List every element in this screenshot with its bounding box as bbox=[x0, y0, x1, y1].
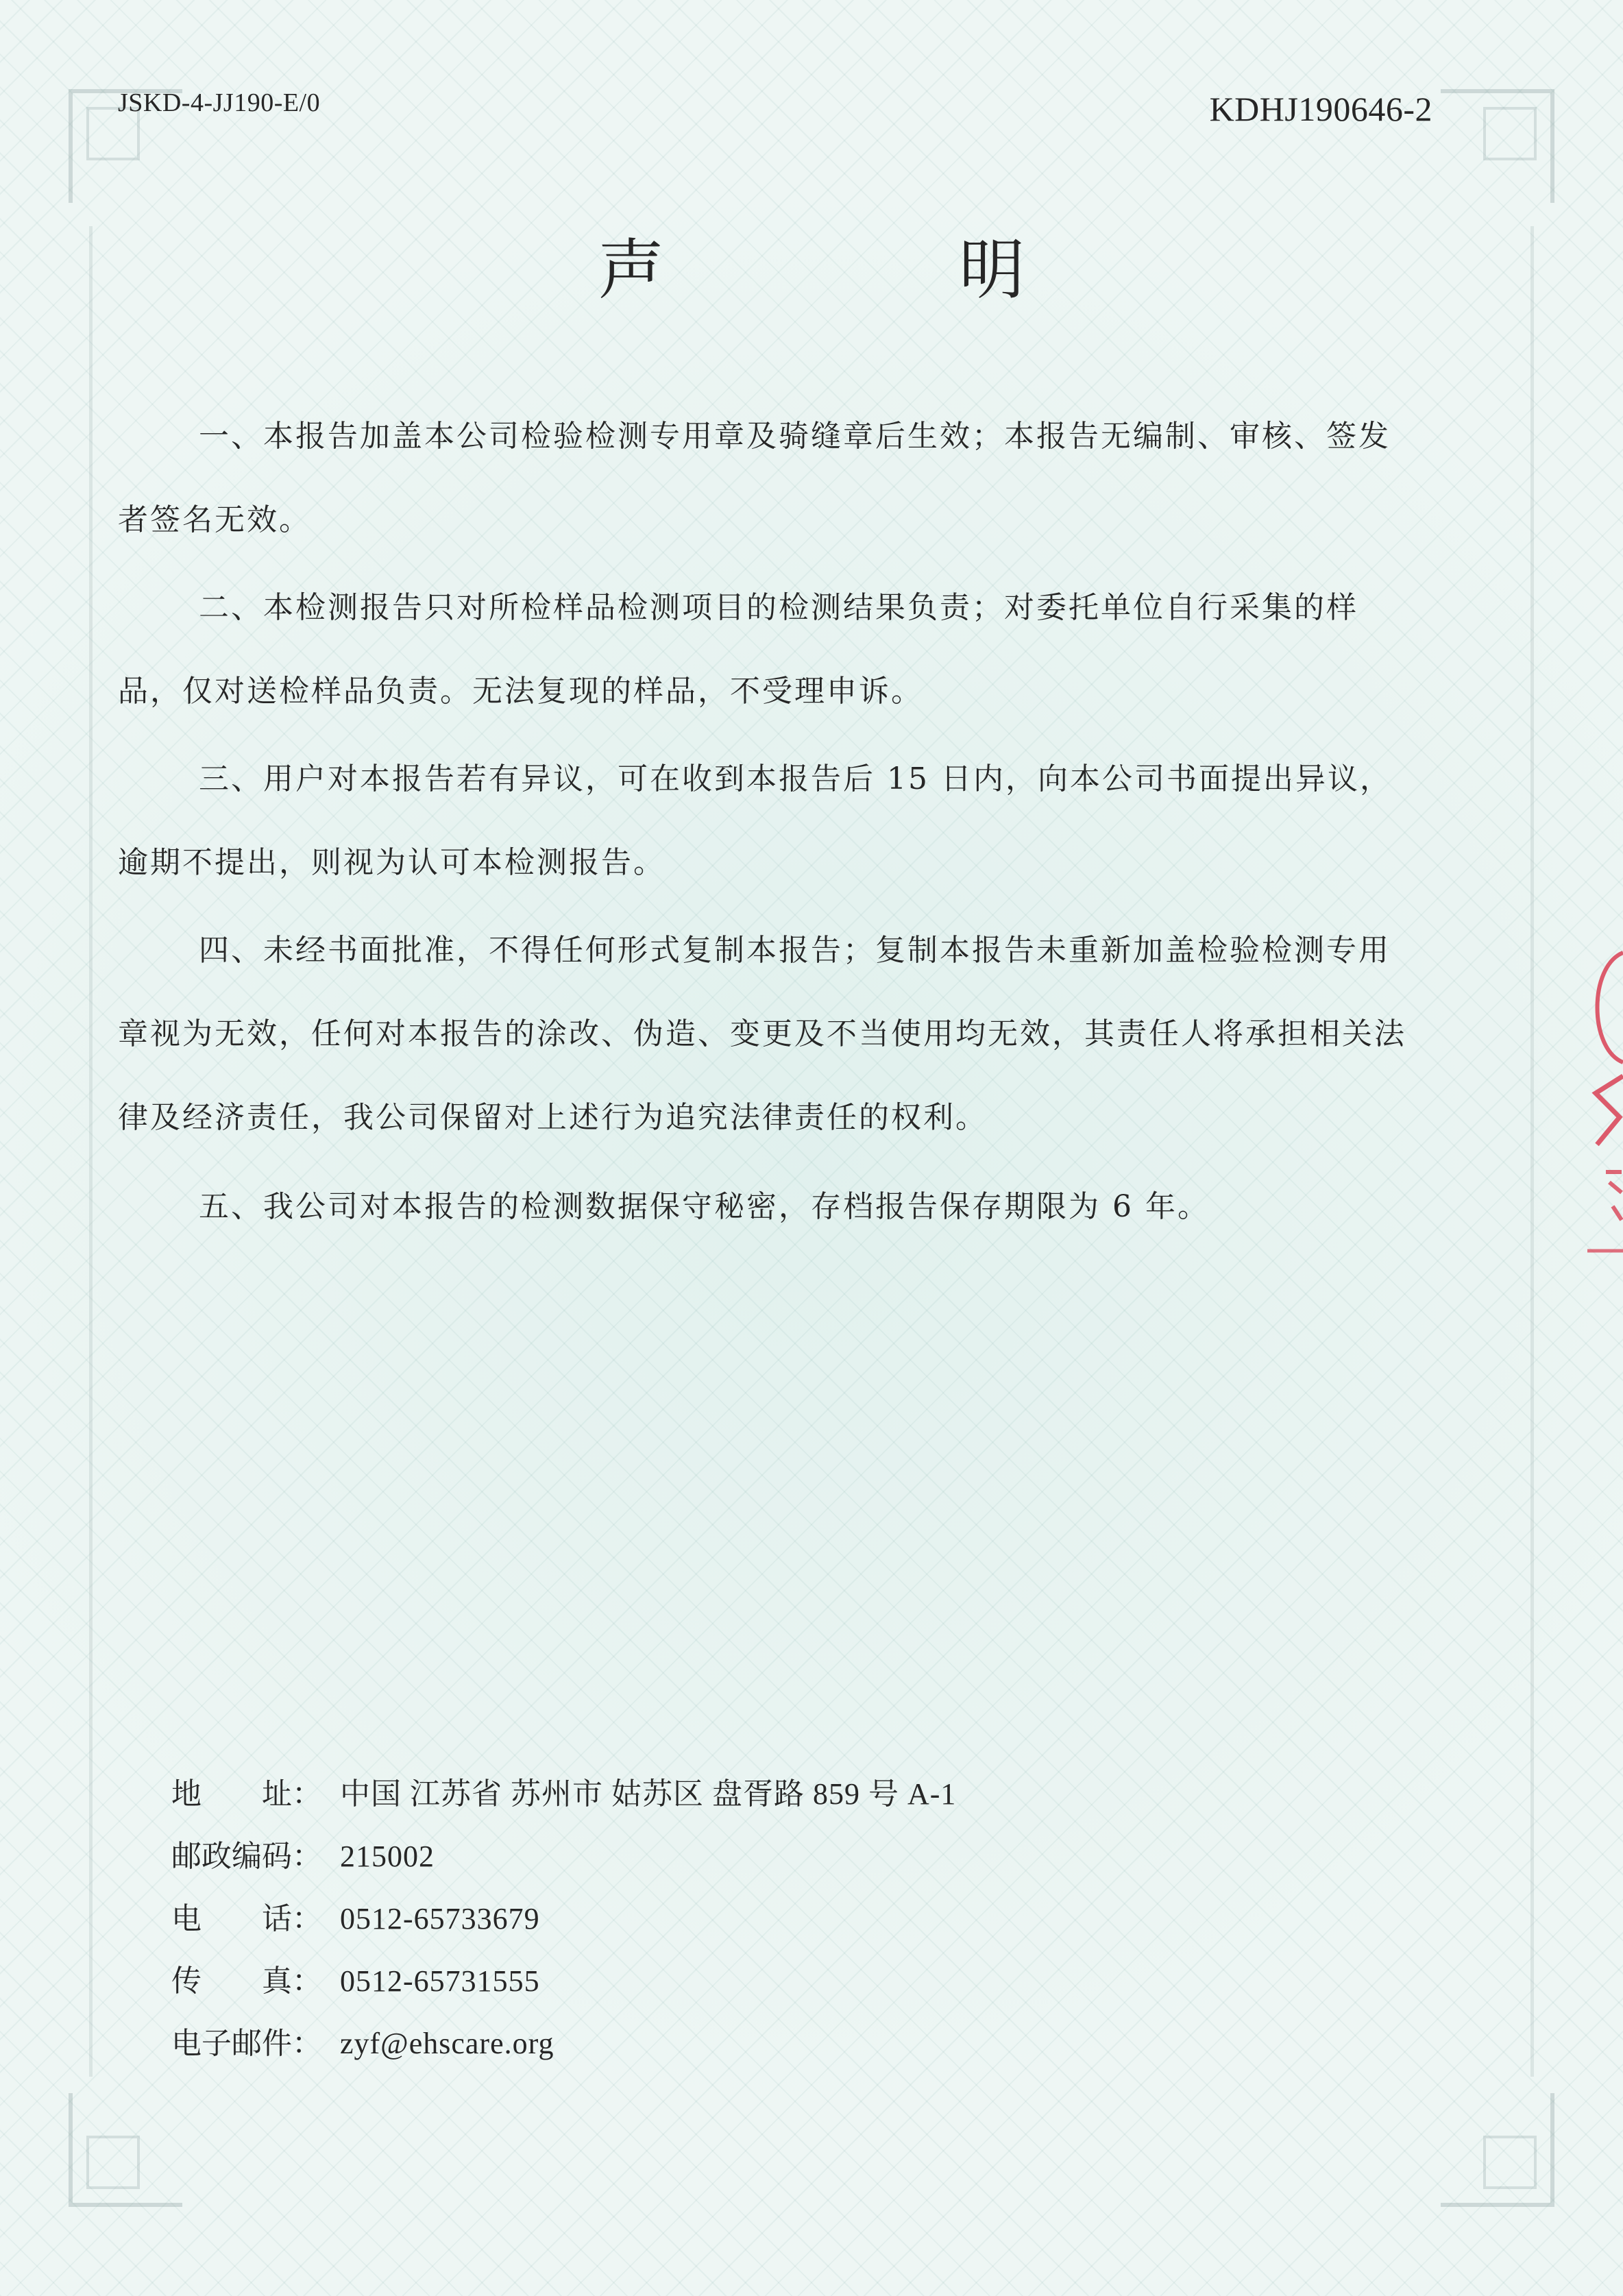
address-label: 地 址： bbox=[171, 1776, 322, 1811]
contact-email-row bbox=[171, 2012, 956, 2075]
postcode-label: 邮政编码： bbox=[171, 1839, 322, 1874]
corner-ornament-top-right bbox=[1441, 89, 1554, 203]
corner-ornament-bottom-right bbox=[1441, 2093, 1554, 2207]
riding-seal-fragment bbox=[1582, 946, 1623, 1261]
phone-label: 电 话： bbox=[171, 1901, 322, 1936]
contact-fax-row bbox=[171, 1950, 956, 2012]
document-code: JSKD-4-JJ190-E/0 bbox=[118, 88, 321, 117]
email-value: zyf@ehscare.org bbox=[340, 2027, 554, 2060]
statement-1-text: 一、本报告加盖本公司检验检测专用章及骑缝章后生效；本报告无编制、审核、签发者签名无效。 bbox=[118, 419, 1391, 537]
contact-address-row bbox=[171, 1763, 956, 1825]
phone-value: 0512-65733679 bbox=[340, 1902, 540, 1935]
page-title: 声 明 bbox=[598, 232, 1162, 308]
contact-postcode-row bbox=[171, 1825, 956, 1888]
report-number: KDHJ190646-2 bbox=[1209, 90, 1432, 128]
corner-ornament-bottom-left bbox=[69, 2093, 182, 2207]
statement-3 bbox=[118, 737, 1421, 905]
contact-phone-row bbox=[171, 1888, 956, 1950]
fax-label: 传 真： bbox=[171, 1964, 322, 1999]
address-value: 中国 江苏省 苏州市 姑苏区 盘胥路 859 号 A-1 bbox=[340, 1777, 957, 1811]
statement-2-text: 二、本检测报告只对所检样品检测项目的检测结果负责；对委托单位自行采集的样品，仅对送检样品负责。无法复现的样品，不受理申诉。 bbox=[118, 590, 1358, 709]
statement-5 bbox=[118, 1165, 1421, 1249]
contact-block bbox=[171, 1763, 956, 2075]
email-label: 电子邮件： bbox=[171, 2026, 322, 2061]
statement-3-text: 三、用户对本报告若有异议，可在收到本报告后 15 日内，向本公司书面提出异议，逾期不提出，则视为认可本检测报告。 bbox=[118, 761, 1392, 880]
statement-4 bbox=[118, 909, 1421, 1160]
postcode-value: 215002 bbox=[340, 1840, 435, 1873]
fax-value: 0512-65731555 bbox=[340, 1964, 540, 1998]
statement-5-text: 五、我公司对本报告的检测数据保守秘密，存档报告保存期限为 6 年。 bbox=[199, 1189, 1210, 1224]
statement-1 bbox=[118, 395, 1421, 562]
frame-line-right bbox=[1530, 226, 1534, 2077]
statement-2 bbox=[118, 566, 1421, 733]
frame-line-left bbox=[89, 226, 93, 2077]
statement-4-text: 四、未经书面批准，不得任何形式复制本报告；复制本报告未重新加盖检验检测专用章视为无效，任何对本报告的涂改、伪造、变更及不当使用均无效，其责任人将承担相关法律及经济责任，我公司保留对上述行为追究法律责任的权利。 bbox=[118, 933, 1406, 1135]
